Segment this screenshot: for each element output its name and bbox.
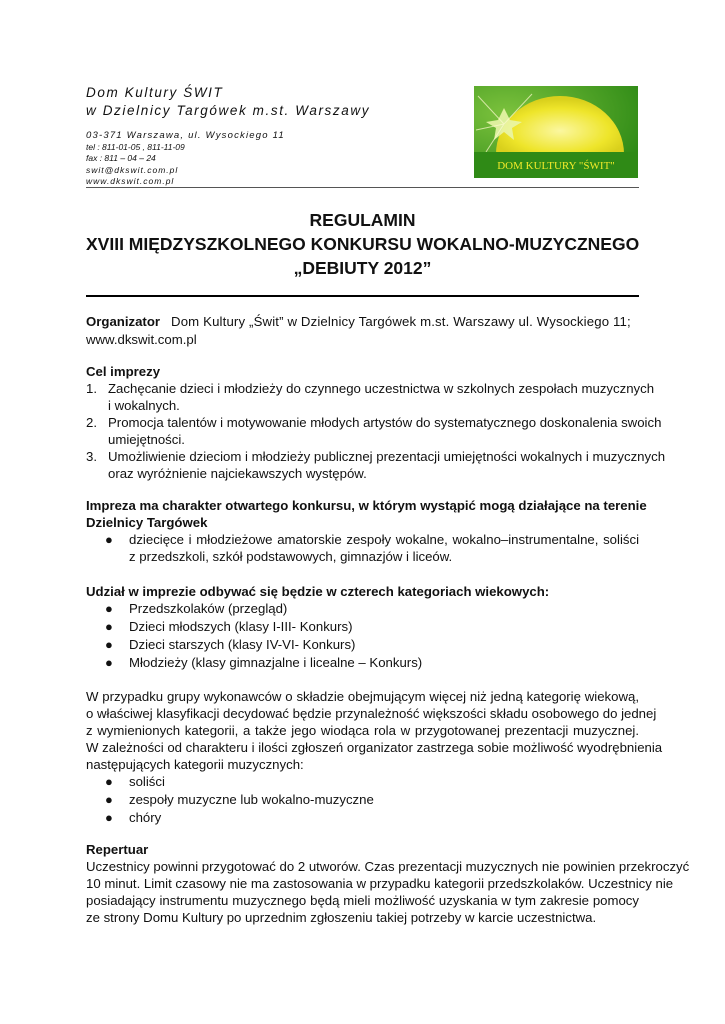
item-number: 2. [86, 415, 97, 430]
repertoire-line: posiadający instrumentu muzycznego będą mieli możliwość uzyskania w tym zakresie pomocy [86, 893, 639, 908]
bullet-icon: ● [105, 619, 113, 634]
repertoire-line: ze strony Domu Kultury po uprzednim zgłoszeniu takiej potrzeby w karcie uczestnictwa. [86, 910, 597, 925]
category-item: Przedszkolaków (przegląd) [129, 601, 288, 616]
bullet-icon: ● [105, 810, 113, 825]
goal-2-line1: Promocja talentów i motywowanie młodych artystów do systematycznego doskonalenia swoich [108, 415, 662, 430]
item-number: 3. [86, 449, 97, 464]
org-phone: tel : 811-01-05 , 811-11-09 [86, 142, 185, 152]
groups-paragraph-line: następujących kategorii muzycznych: [86, 757, 304, 772]
goal-2-line2: umiejętności. [108, 432, 185, 447]
open-contest-heading-line2: Dzielnicy Targówek [86, 515, 208, 530]
bullet-icon: ● [105, 655, 113, 670]
category-item: Młodzieży (klasy gimnazjalne i licealne – Konkurs) [129, 655, 423, 670]
title-edition: „DEBIUTY 2012” [293, 258, 432, 278]
bullet-icon: ● [105, 774, 113, 789]
title-contest-name: XVIII MIĘDZYSZKOLNEGO KONKURSU WOKALNO-MUZYCZNEGO [86, 234, 640, 254]
dom-kultury-swit-logo [474, 86, 638, 178]
item-number: 1. [86, 381, 97, 396]
category-item: Dzieci starszych (klasy IV-VI- Konkurs) [129, 637, 356, 652]
org-address: 03-371 Warszawa, ul. Wysockiego 11 [86, 130, 285, 141]
repertoire-heading: Repertuar [86, 842, 149, 857]
organizer-website: www.dkswit.com.pl [86, 332, 197, 347]
music-category-item: soliści [129, 774, 165, 789]
music-category-item: zespoły muzyczne lub wokalno-muzyczne [129, 792, 374, 807]
category-item: Dzieci młodszych (klasy I-III- Konkurs) [129, 619, 353, 634]
bullet-icon: ● [105, 792, 113, 807]
org-email: swit@dkswit.com.pl [86, 165, 179, 175]
bullet-icon: ● [105, 637, 113, 652]
title-regulamin: REGULAMIN [309, 210, 416, 230]
bullet-icon: ● [105, 601, 113, 616]
goal-1-line2: i wokalnych. [108, 398, 180, 413]
categories-heading: Udział w imprezie odbywać się będzie w czterech kategoriach wiekowych: [86, 584, 550, 599]
title-divider [86, 295, 639, 297]
repertoire-line: 10 minut. Limit czasowy nie ma zastosowania w przypadku kategorii przedszkolaków. Uczestnicy nie [86, 876, 674, 891]
open-contest-heading-line1: Impreza ma charakter otwartego konkursu, w którym wystąpić mogą działające na terenie [86, 498, 647, 513]
org-website: www.dkswit.com.pl [86, 176, 175, 186]
organizer-label: Organizator [86, 314, 161, 329]
goal-1-line1: Zachęcanie dzieci i młodzieży do czynnego uczestnictwa w szkolnych zespołach muzycznych [108, 381, 655, 396]
header-divider [86, 187, 639, 188]
groups-paragraph-line: W zależności od charakteru i ilości zgłoszeń organizator zastrzega sobie możliwość wyodrębnienia [86, 740, 663, 755]
groups-paragraph-line: o właściwej klasyfikacji decydować będzie przynależność większości składu osobowego do jednej [86, 706, 657, 721]
organizer-text: Dom Kultury „Świt” w Dzielnicy Targówek m.st. Warszawy ul. Wysockiego 11; [171, 314, 631, 329]
open-contest-bullet-line1: dziecięce i młodzieżowe amatorskie zespoły wokalne, wokalno–instrumentalne, soliści [129, 532, 639, 547]
org-fax: fax : 811 – 04 – 24 [86, 153, 156, 163]
bullet-icon: ● [105, 532, 113, 547]
org-name: Dom Kultury ŚWIT [86, 85, 224, 100]
repertoire-line: Uczestnicy powinni przygotować do 2 utworów. Czas prezentacji muzycznych nie powinien przekroczyć [86, 859, 690, 874]
goal-3-line2: oraz wyróżnienie najciekawszych występów. [108, 466, 367, 481]
groups-paragraph-line: W przypadku grupy wykonawców o składzie obejmującym więcej niż jedną kategorię wiekową, [86, 689, 639, 704]
groups-paragraph-line: z wymienionych kategorii, a także jego wiodąca rola w przygotowanej prezentacji muzycznej. [86, 723, 639, 738]
organizer-line [86, 313, 639, 331]
music-category-item: chóry [129, 810, 162, 825]
logo-text: DOM KULTURY "ŚWIT" [497, 160, 615, 172]
open-contest-bullet-line2: z przedszkoli, szkół podstawowych, gimnazjów i liceów. [129, 549, 453, 564]
goals-heading: Cel imprezy [86, 364, 161, 379]
org-district: w Dzielnicy Targówek m.st. Warszawy [86, 103, 371, 118]
goal-3-line1: Umożliwienie dzieciom i młodzieży publicznej prezentacji umiejętności wokalnych i muzycznych [108, 449, 666, 464]
